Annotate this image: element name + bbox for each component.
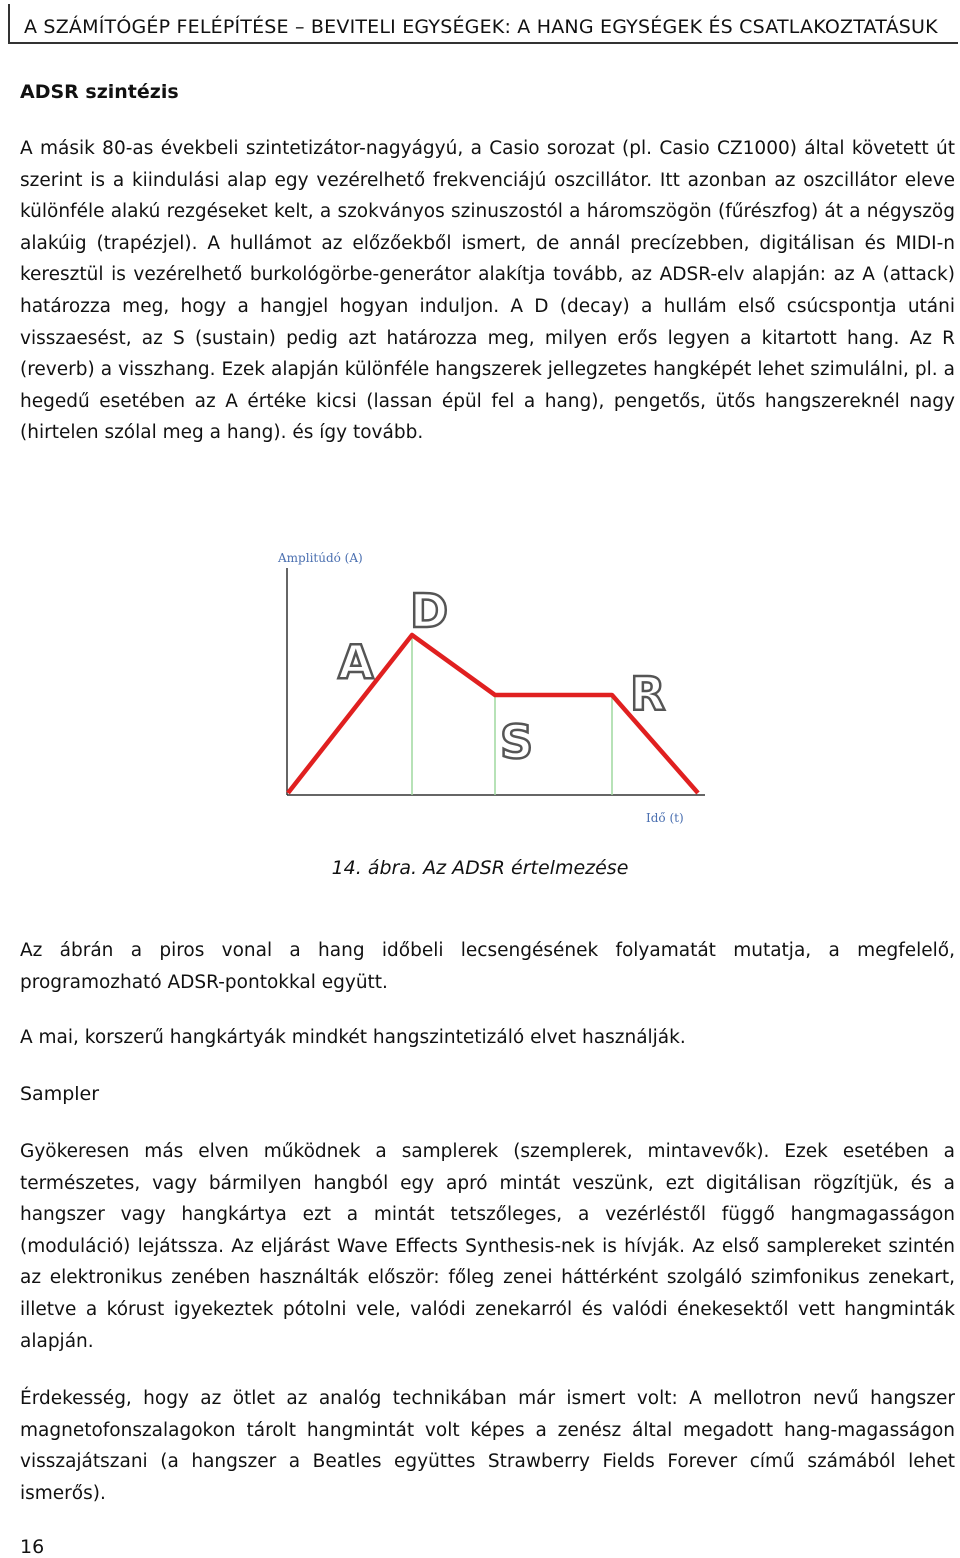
page-header [8,4,958,44]
y-axis-label: Amplitúdó (A) [278,551,363,565]
adsr-paragraph: A másik 80-as évekbeli szintetizátor-nagyágyú, a Casio sorozat (pl. Casio CZ1000) által követett út szerint is a kiindulási alap egy vezérelhető frekvenciájú oszcillátor. Itt azonban az oszcillátor eleve különféle alakú rezgéseket kelt, a szokványos szinuszostól a háromszögön (fűrészfog) át a négyszög alakúig (trapézjel). A hullámot az előzőekből ismert, de annál precízebben, digitálisan és MIDI-n keresztül is vezérelhető burkológörbe-generátor alakítja tovább, az ADSR-elv alapján: az A (attack) határozza meg, hogy a hangjel hogyan induljon. A D (decay) a hullám első csúcspontja utáni visszaesést, az S (sustain) pedig azt határozza meg, milyen erős legyen a kitartott hang. Az R (reverb) a visszhang. Ezek alapján különféle hangszerek jellegzetes hangképét lehet szimulálni, pl. a hegedű esetében az A értéke kicsi (lassan épül fel a hang), pengetős, ütős hangszereknél nagy (hirtelen szólal meg a hang). és így tovább. [20,138,955,444]
letter-a: A [338,635,374,689]
figure-caption: 14. ábra. Az ADSR értelmezése [331,857,629,879]
letter-s: S [500,715,534,769]
section-heading-adsr: ADSR szintézis [20,81,179,103]
mellotron-paragraph: Érdekesség, hogy az ötlet az analóg technikában már ismert volt: A mellotron nevű hangszer magnetofonszalagokon tárolt hangmintát volt képes a zenész által megadott hang-magasságon visszajátszani (a hangszer a Beatles együttes Strawberry Fields Forever című számából lehet ismerős). [20,1388,955,1504]
modern-cards-paragraph: A mai, korszerű hangkártyák mindkét hangszintetizáló elvet használják. [20,1027,686,1048]
section-heading-sampler: Sampler [20,1083,100,1105]
page-number: 16 [20,1536,45,1558]
figure-explanation: Az ábrán a piros vonal a hang időbeli lecsengésének folyamatát mutatja, a megfelelő, programozható ADSR-pontokkal együtt. [20,940,955,993]
letter-r: R [630,667,666,721]
adsr-figure [270,540,710,830]
letter-d: D [410,584,449,638]
header-title: A SZÁMÍTÓGÉP FELÉPÍTÉSE – BEVITELI EGYSÉGEK: A HANG EGYSÉGEK ÉS CSATLAKOZTATÁSUK [24,16,938,38]
x-axis-label: Idő (t) [646,811,684,825]
sampler-paragraph: Gyökeresen más elven működnek a samplerek (szemplerek, mintavevők). Ezek esetében a természetes, vagy bármilyen hangból egy apró mintát veszünk, ezt digitálisan rögzítjük, és a hangszer vagy hangkártya ezt a mintát tetszőleges, a vezérléstől függő hangmagasságon (moduláció) lejátssza. Az eljárást Wave Effects Synthesis-nek is hívják. Az első samplereket szintén az elektronikus zenében használták először: főleg zenei háttérként szolgáló szimfonikus zenekart, illetve a kórust igyekeztek pótolni vele, valódi zenekarról és valódi énekesektől vett hangminták alapján. [20,1141,955,1352]
